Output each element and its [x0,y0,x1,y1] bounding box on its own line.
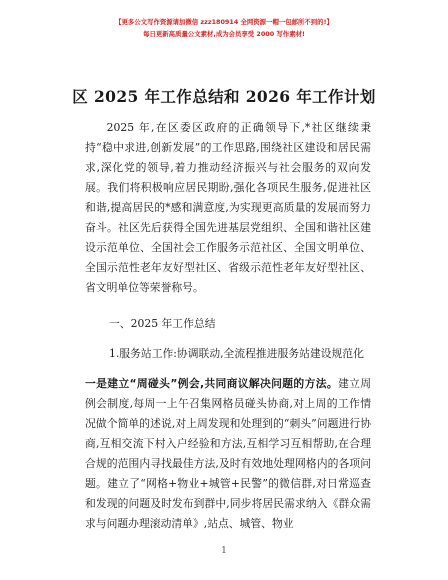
page-number: 1 [221,546,227,556]
subsection-heading: 1.服务站工作:协调联动,全流程推进服务站建设规范化 [109,347,364,360]
section-heading: 一、2025 年工作总结 [109,317,216,330]
intro-paragraph: 2025 年,在区委区政府的正确领导下,*社区继续秉持“稳中求进,创新发展”的工作思路,围绕社区建设和居民需求,深化党的领导,着力推动经济振兴与社会服务的双向发展。我们将积极响应居民期盼,强化各项民生服务,促进社区和谐,提高居民的*感和满意度,为实现更高质量的发展而努力奋斗。社区先后获得全国先进基层党组织、全国和谐社区建设示范单位、全国社会工作服务示范社区、全国文明单位、全国示范性老年友好型社区、省级示范性老年友好型社区、省文明单位等荣誉称号。 [85,121,371,294]
promo-banner-line2: 每日更新高质量公文素材,成为会员享受 2000 写作素材! [143,30,305,38]
paragraph-lead: 一是建立“周碰头”例会,共同商议解决问题的方法。 [85,377,338,390]
promo-banner-line1: 【更多公文写作资源请加微信 zzz180914 全网资源一帽一包邮所不到的!】 [115,18,333,26]
body-paragraph [85,374,371,534]
document-title: 区 2025 年工作总结和 2026 年工作计划 [72,87,376,106]
paragraph-body: 建立周例会制度,每周一上午召集网格员碰头协商,对上周的工作情况做个简单的述说,对上周发现和处理到的“刺头”问题进行协商,互相交流下村入户经验和方法,互相学习互相帮助,在合理合规的范围内寻找最佳方法,及时有效地处理网格内的各项问题。建立了“网格+物业+城管+民警”的微信群,对日常巡查和发现的问题及时发布到群中,同步将居民需求纳入《群众需求与问题办理滚动清单》,站点、城管、物业 [85,377,372,530]
